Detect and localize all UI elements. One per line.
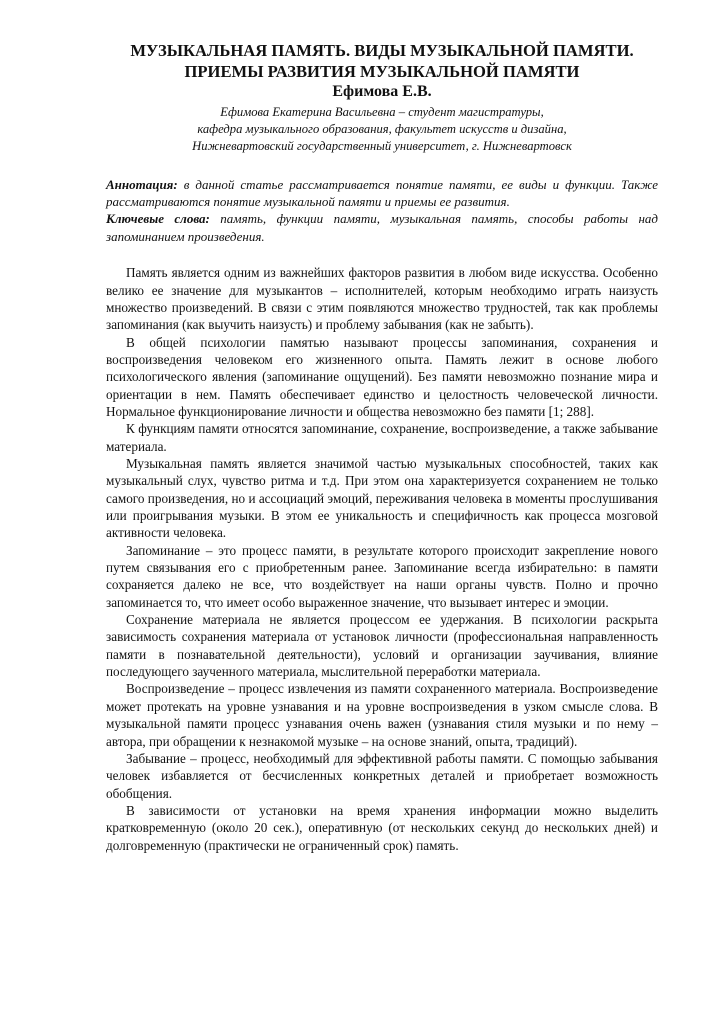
body-paragraph-7: Воспроизведение – процесс извлечения из памяти сохраненного материала. Воспроизведение может протекать на уровне узнавания и на уровне воспроизведения в узком смысле слова. В музыкальной памяти процесс узнавания очень важен (узнавания стиля музыки и по нему – автора, при обращении к незнакомой музыке – на основе знаний, опыта, традиций). [106,681,658,749]
affiliation-line-2: кафедра музыкального образования, факультет искусств и дизайна, [197,122,567,137]
body-paragraph-2: В общей психологии памятью называют процессы запоминания, сохранения и воспроизведения человеком его жизненного опыта. Память лежит в основе любого психологического явления (запоминание ощущений). Без памяти невозможно познание мира и ориентации в нем. Память обеспечивает единство и целостность человеческой личности. Нормальное функционирование личности и общества невозможно без памяти [1; 288]. [106,334,658,419]
keywords-text: память, функции памяти, музыкальная память, способы работы над запоминанием произведения. [106,211,658,244]
abstract [106,176,658,211]
body-paragraph-3: К функциям памяти относятся запоминание, сохранение, воспроизведение, а также забывание материала. [106,421,658,454]
article-body [106,264,658,854]
abstract-text: в данной статье рассматривается понятие памяти, ее виды и функции. Также рассматриваются понятие музыкальной памяти и приемы ее развития. [106,176,658,210]
body-paragraph-1: Память является одним из важнейших факторов развития в любом виде искусства. Особенно велико ее значение для музыкантов – исполнителей, которым необходимо играть наизусть множество произведений. В связи с этим появляются множество трудностей, так как проблемы запоминания (как выучить наизусть) и проблему забывания (как не забыть). [106,265,658,333]
body-paragraph-6: Сохранение материала не является процессом ее удержания. В психологии раскрыта зависимость сохранения материала от установок личности (профессиональная направленность памяти в познавательной деятельности), условий и организации заучивания, влияние последующего заученного материала, мыслительной переработки материала. [106,612,658,680]
article-page [106,40,658,854]
body-paragraph-5: Запоминание – это процесс памяти, в результате которого происходит закрепление нового путем связывания его с приобретенным ранее. Запоминание всегда избирательно: в памяти сохраняется далеко не все, что воздействует на наши органы чувств. Полно и прочно запоминается то, что имеет особо выраженное значение, что вызывает интерес и эмоции. [106,542,658,610]
keywords-label: Ключевые слова: [106,211,210,227]
article-header [106,40,658,156]
author-name: Ефимова Е.В. [332,83,432,100]
article-title-line-1: МУЗЫКАЛЬНАЯ ПАМЯТЬ. ВИДЫ МУЗЫКАЛЬНОЙ ПАМЯТИ. [130,41,634,60]
body-paragraph-8: Забывание – процесс, необходимый для эффективной работы памяти. С помощью забывания человек избавляется от бесчисленных конкретных деталей и приобретает возможность обобщения. [106,750,658,801]
affiliation-line-1: Ефимова Екатерина Васильевна – студент магистратуры, [220,105,544,119]
affiliation-line-3: Нижневартовский государственный университет, г. Нижневартовск [192,139,572,154]
article-title-line-2: ПРИЕМЫ РАЗВИТИЯ МУЗЫКАЛЬНОЙ ПАМЯТИ [184,62,580,81]
abstract-block [106,176,658,246]
abstract-label: Аннотация: [106,176,178,192]
body-paragraph-4: Музыкальная память является значимой частью музыкальных способностей, таких как музыкальный слух, чувство ритма и т.д. При этом она характеризуется сохранением не только самого произведения, но и ассоциаций эмоций, переживания человека в моменты прослушивания или проигрывания музыки. В этом ее уникальность и специфичность как процесса мозговой активности человека. [106,456,658,541]
body-paragraph-9: В зависимости от установки на время хранения информации можно выделить кратковременную (около 20 сек.), оперативную (от нескольких секунд до нескольких дней) и долговременную (практически не ограниченный срок) память. [106,802,658,853]
keywords [106,210,658,245]
